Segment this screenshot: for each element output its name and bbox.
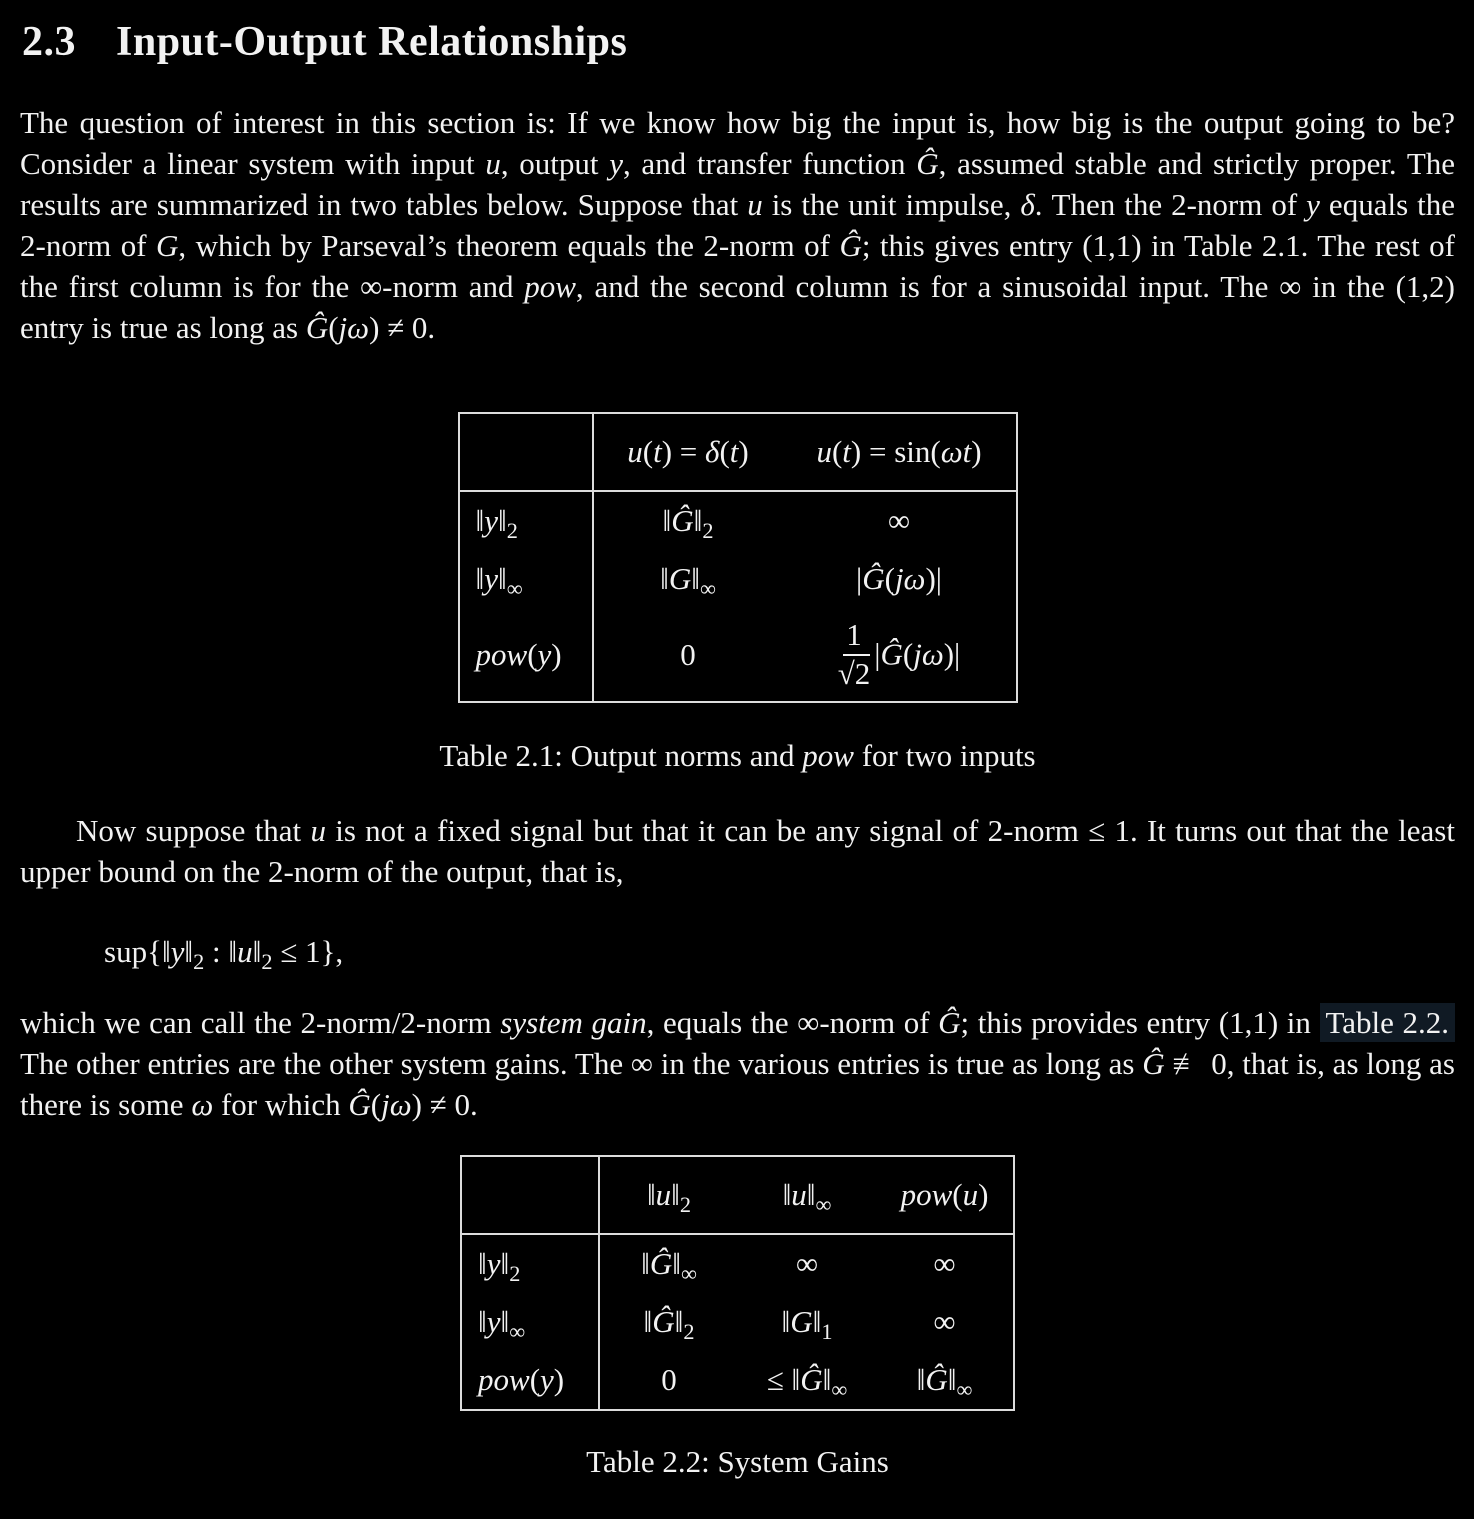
table-2-1-row-label-pow: pow(y) bbox=[459, 608, 593, 702]
table-2-1-corner-cell bbox=[459, 413, 593, 491]
table-2-1-cell-3-2 bbox=[783, 608, 1017, 702]
fraction-trailing-term: |Ĝ(jω)| bbox=[874, 636, 961, 672]
table-2-1-cell-2-1: $‖G‖_\infty$ bbox=[660, 561, 716, 602]
table-2-2-cell-3-3: $‖Ĝ‖_\infty$ bbox=[916, 1362, 973, 1403]
table-2-2-row-label-y2: $‖y‖_2$ bbox=[461, 1234, 599, 1293]
radical-sign: √ bbox=[837, 655, 855, 691]
table-2-2-col-header-u2: $‖u‖_2$ bbox=[599, 1156, 738, 1234]
section-number: 2.3 bbox=[22, 19, 76, 65]
radicand: 2 bbox=[854, 655, 871, 691]
table-2-1-col-header-sinusoid: u(t) = sin(ωt) bbox=[783, 413, 1017, 491]
table-2-2-cell-3-1: 0 bbox=[661, 1362, 677, 1398]
paragraph-system-gain: which we can call the 2-norm/2-norm system gain, equals the ∞-norm of Ĝ; this provides entry (1,1) in Table 2.2. The other entries are the other system gains. The ∞ in the various entries is true as long as Ĝ ≢ 0, that is, as long as there is some ω for which Ĝ(jω) ≠ 0. bbox=[20, 1005, 1456, 1123]
table-2-1-row-label-yinf: $‖y‖_\infty$ bbox=[459, 550, 593, 608]
table-2-2-cell-2-1: $‖Ĝ‖_2$ bbox=[643, 1304, 695, 1345]
paragraph-now-suppose: Now suppose that u is not a fixed signal but that it can be any signal of 2-norm ≤ 1. It turns out that the least upper bound on the 2-norm of the output, that is, bbox=[20, 813, 1455, 890]
table-2-1-cell-1-1: $‖Ĝ‖_2$ bbox=[662, 503, 714, 544]
display-equation-sup: $sup\{‖y‖_2$ : $‖u‖_2 \le 1$}, bbox=[104, 934, 344, 975]
table-2-2-col-header-powu: pow(u) bbox=[876, 1156, 1014, 1234]
table-2-2-cell-1-3: ∞ bbox=[933, 1246, 956, 1282]
fraction-numerator: 1 bbox=[843, 619, 865, 656]
table-2-1-col-header-impulse: u(t) = δ(t) bbox=[593, 413, 783, 491]
fraction-one-over-sqrt2 bbox=[838, 619, 871, 690]
table-2-2-col-header-uinf: $‖u‖_\infty$ bbox=[738, 1156, 876, 1234]
table-2-1-cell-3-1: 0 bbox=[680, 636, 696, 672]
table-2-1-grid bbox=[458, 412, 1018, 703]
table-2-2 bbox=[20, 1155, 1455, 1411]
table-2-2-cell-3-2: ≤ $‖Ĝ‖_\infty$ bbox=[766, 1362, 848, 1403]
section-heading bbox=[22, 18, 1455, 66]
section-title: Input-Output Relationships bbox=[116, 19, 628, 65]
paragraph-intro: The question of interest in this section is: If we know how big the input is, how big is the output going to be? Consider a linear system with input u, output y, and transfer function Ĝ, assumed stable and strictly proper. The results are summarized in two tables below. Suppose that u is the unit impulse, δ. Then the 2-norm of y equals the 2-norm of G, which by Parseval’s theorem equals the 2-norm of Ĝ; this gives entry (1,1) in Table 2.1. The rest of the first column is for the ∞-norm and pow, and the second column is for a sinusoidal input. The ∞ in the (1,2) entry is true as long as Ĝ(jω) ≠ 0. bbox=[20, 105, 1456, 345]
table-2-2-grid bbox=[460, 1155, 1015, 1411]
table-2-2-cell-1-1: $‖Ĝ‖_\infty$ bbox=[641, 1246, 697, 1287]
table-2-1-cell-2-2: |Ĝ(jω)| bbox=[856, 561, 942, 596]
table-2-2-caption: Table 2.2: System Gains bbox=[586, 1444, 889, 1480]
table-2-2-cell-2-3: ∞ bbox=[933, 1304, 956, 1340]
table-2-1 bbox=[20, 412, 1455, 703]
table-2-2-corner-cell bbox=[461, 1156, 599, 1234]
table-2-1-cell-1-2: ∞ bbox=[887, 503, 911, 538]
table-2-2-row-label-yinf: $‖y‖_\infty$ bbox=[461, 1293, 599, 1351]
fraction-denominator bbox=[838, 656, 871, 691]
table-2-2-row-label-pow: pow(y) bbox=[461, 1351, 599, 1410]
table-2-2-cell-1-2: ∞ bbox=[795, 1246, 819, 1282]
table-2-1-row-label-y2: $‖y‖_2$ bbox=[459, 491, 593, 550]
table-2-2-cell-2-2: $‖G‖_1$ bbox=[781, 1304, 833, 1345]
table-2-1-caption: Table 2.1: Output norms and pow for two inputs bbox=[439, 738, 1036, 774]
